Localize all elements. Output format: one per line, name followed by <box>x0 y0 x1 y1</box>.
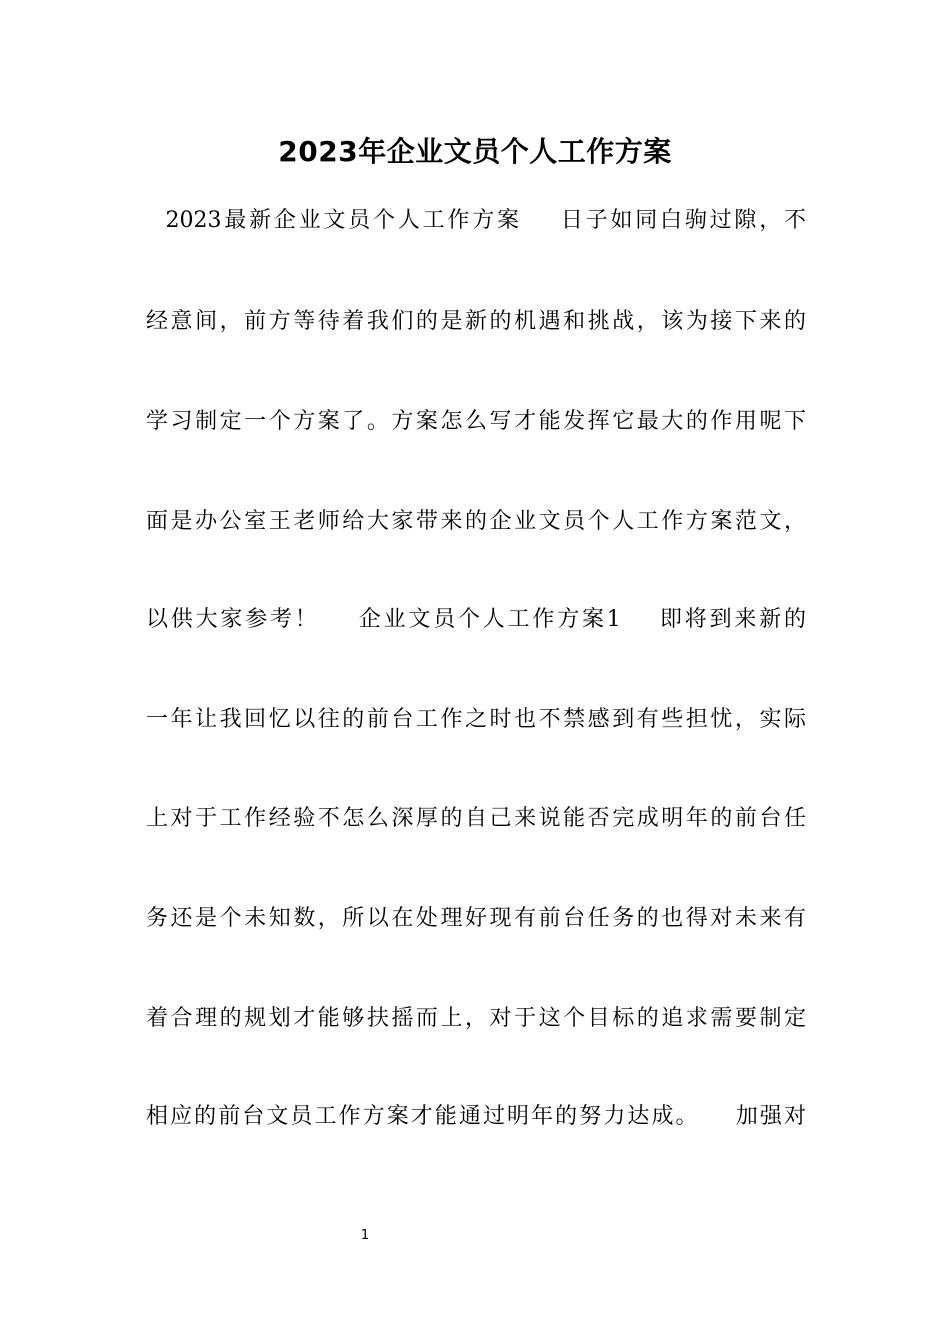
body-line: 面是办公室王老师给大家带来的企业文员个人工作方案范文， <box>146 509 806 534</box>
body-line: 相应的前台文员工作方案才能通过明年的努力达成。 加强对 <box>146 1104 806 1129</box>
body-line: 2023最新企业文员个人工作方案 日子如同白驹过隙，不 <box>146 208 806 233</box>
body-line: 务还是个未知数，所以在处理好现有前台任务的也得对未来有 <box>146 906 806 931</box>
body-line: 以供大家参考！ 企业文员个人工作方案1 即将到来新的 <box>146 607 806 632</box>
document-title: 2023年企业文员个人工作方案 <box>278 135 672 168</box>
page-number: 1 <box>360 1228 370 1243</box>
body-line: 着合理的规划才能够扶摇而上，对于这个目标的追求需要制定 <box>146 1006 806 1031</box>
body-line: 学习制定一个方案了。方案怎么写才能发挥它最大的作用呢下 <box>146 409 806 434</box>
body-line: 上对于工作经验不怎么深厚的自己来说能否完成明年的前台任 <box>146 806 806 831</box>
body-line: 经意间，前方等待着我们的是新的机遇和挑战，该为接下来的 <box>146 309 806 334</box>
body-line: 一年让我回忆以往的前台工作之时也不禁感到有些担忧，实际 <box>146 707 806 732</box>
